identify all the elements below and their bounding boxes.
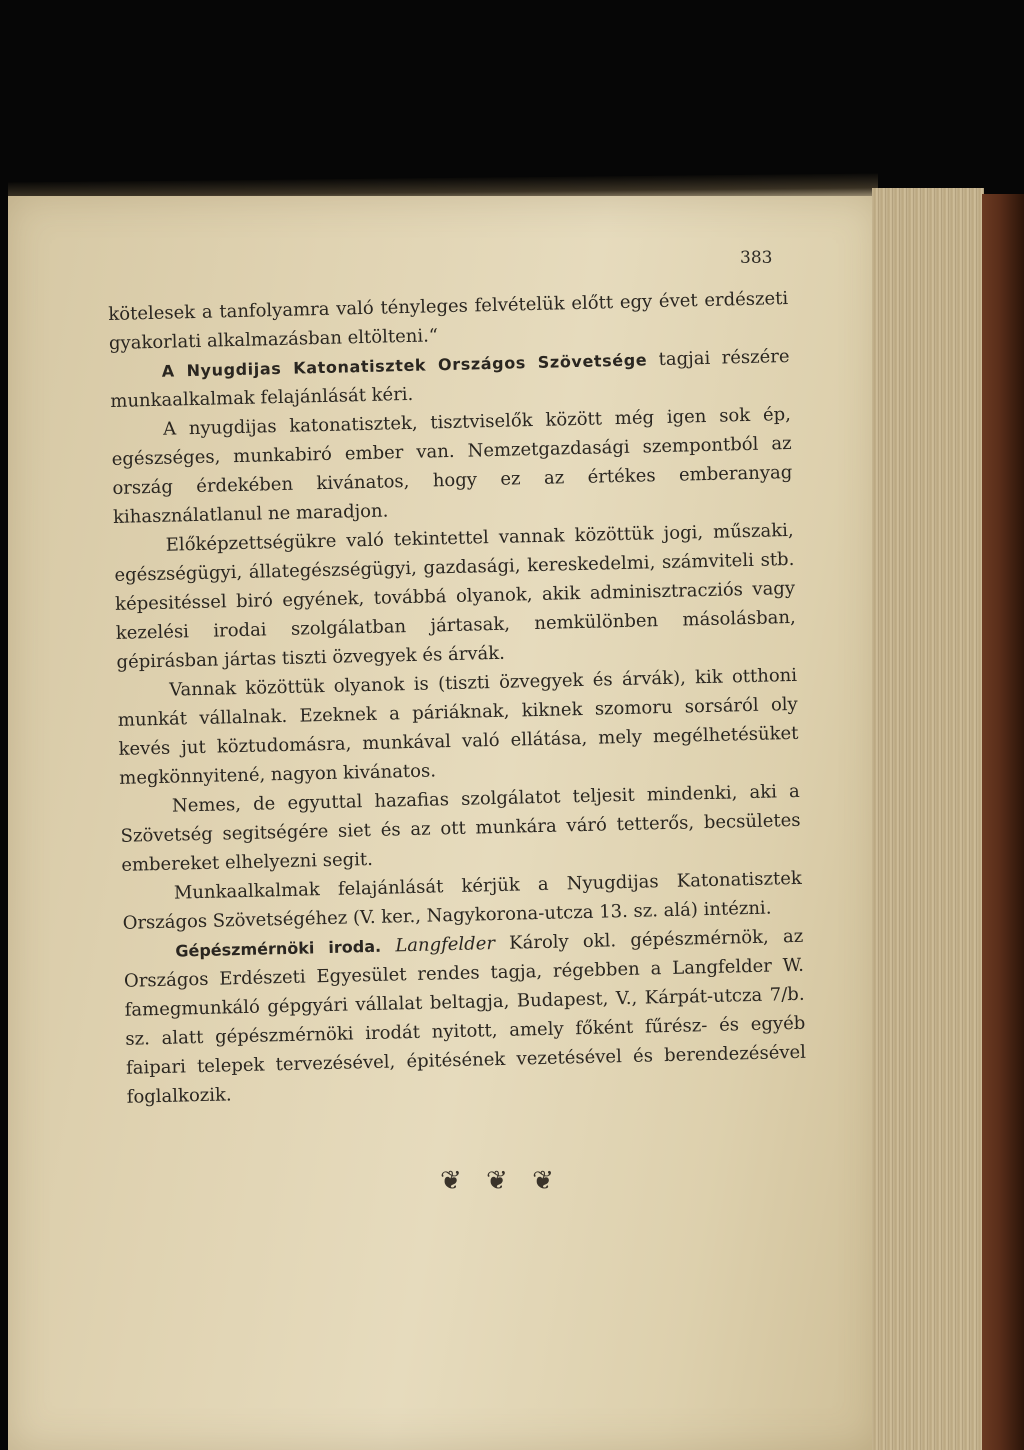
paragraph: Nemes, de egyuttal hazafias szolgálatot teljesit mindenki, aki a Szövetség segitségére siet és az ott munkára váró tetterős, becsületes embereket elhelyezni segit. [120, 780, 801, 876]
paragraph: Munkaalkalmak felajánlását kérjük a Nyugdijas Katonatisztek Országos Szövetségéhez (V. ker., Nagykorona-utcza 13. sz. alá) intézni. [122, 867, 803, 934]
paragraph [123, 922, 807, 1112]
section-heading: Gépészmérnöki iroda. [175, 936, 382, 961]
ornament-divider: ❦ ❦ ❦ [440, 1166, 562, 1196]
book-cover-edge [982, 194, 1024, 1450]
page-text [108, 284, 807, 1112]
page-stack-edges [872, 188, 984, 1450]
paragraph: A nyugdijas katonatisztek, tisztviselők között még igen sok ép, egészséges, munkabiró ember van. Nemzetgazdasági szempontból az ország érdekében kivánatos, hogy ez az értékes emberanyag kihasználatlanul ne maradjon. [111, 403, 793, 528]
paragraph: Vannak közöttük olyanok is (tiszti özvegyek és árvák), kik otthoni munkát vállalnak. Ezeknek a páriáknak, kiknek szomoru sorsáról oly kevés jut köztudomásra, munkával való ellátása, mely megélhetésüket megkönnyitené, nagyon kivánatos. [117, 664, 799, 789]
paragraph: Előképzettségükre való tekintettel vannak közöttük jogi, műszaki, egészségügyi, állategészségügyi, gazdasági, kereskedelmi, számviteli stb. képesitéssel biró egyének, továbbá olyanok, akik adminisztracziós vagy kezelési irodai szolgálatban jártasak, nemkülönben másolásban, gépirásban jártas tiszti özvegyek és árvák. [114, 519, 796, 673]
page-number: 383 [740, 248, 773, 268]
paragraph: kötelesek a tanfolyamra való tényleges felvételük előtt egy évet erdészeti gyakorlati alkalmazásban eltölteni.“ [108, 287, 789, 354]
person-name: Langfelder [395, 933, 496, 957]
paragraph-text: Károly okl. gépészmérnök, az Országos Erdészeti Egyesület rendes tagja, régebben a Langfelder W. famegmunkáló gépgyári vállalat beltagja, Budapest, V., Kárpát-utcza 7/b. sz. alatt gépészmérnöki irodát nyitott, amely főként fűrész- és egyéb faipari telepek tervezésével, épitésének vezetésével és berendezésével foglalkozik. [123, 925, 807, 1108]
paragraph-text: tagjai részére munkaalkalmak felajánlását kéri. [110, 345, 790, 412]
organization-name: A Nyugdijas Katonatisztek Országos Szövetsége [161, 350, 648, 381]
